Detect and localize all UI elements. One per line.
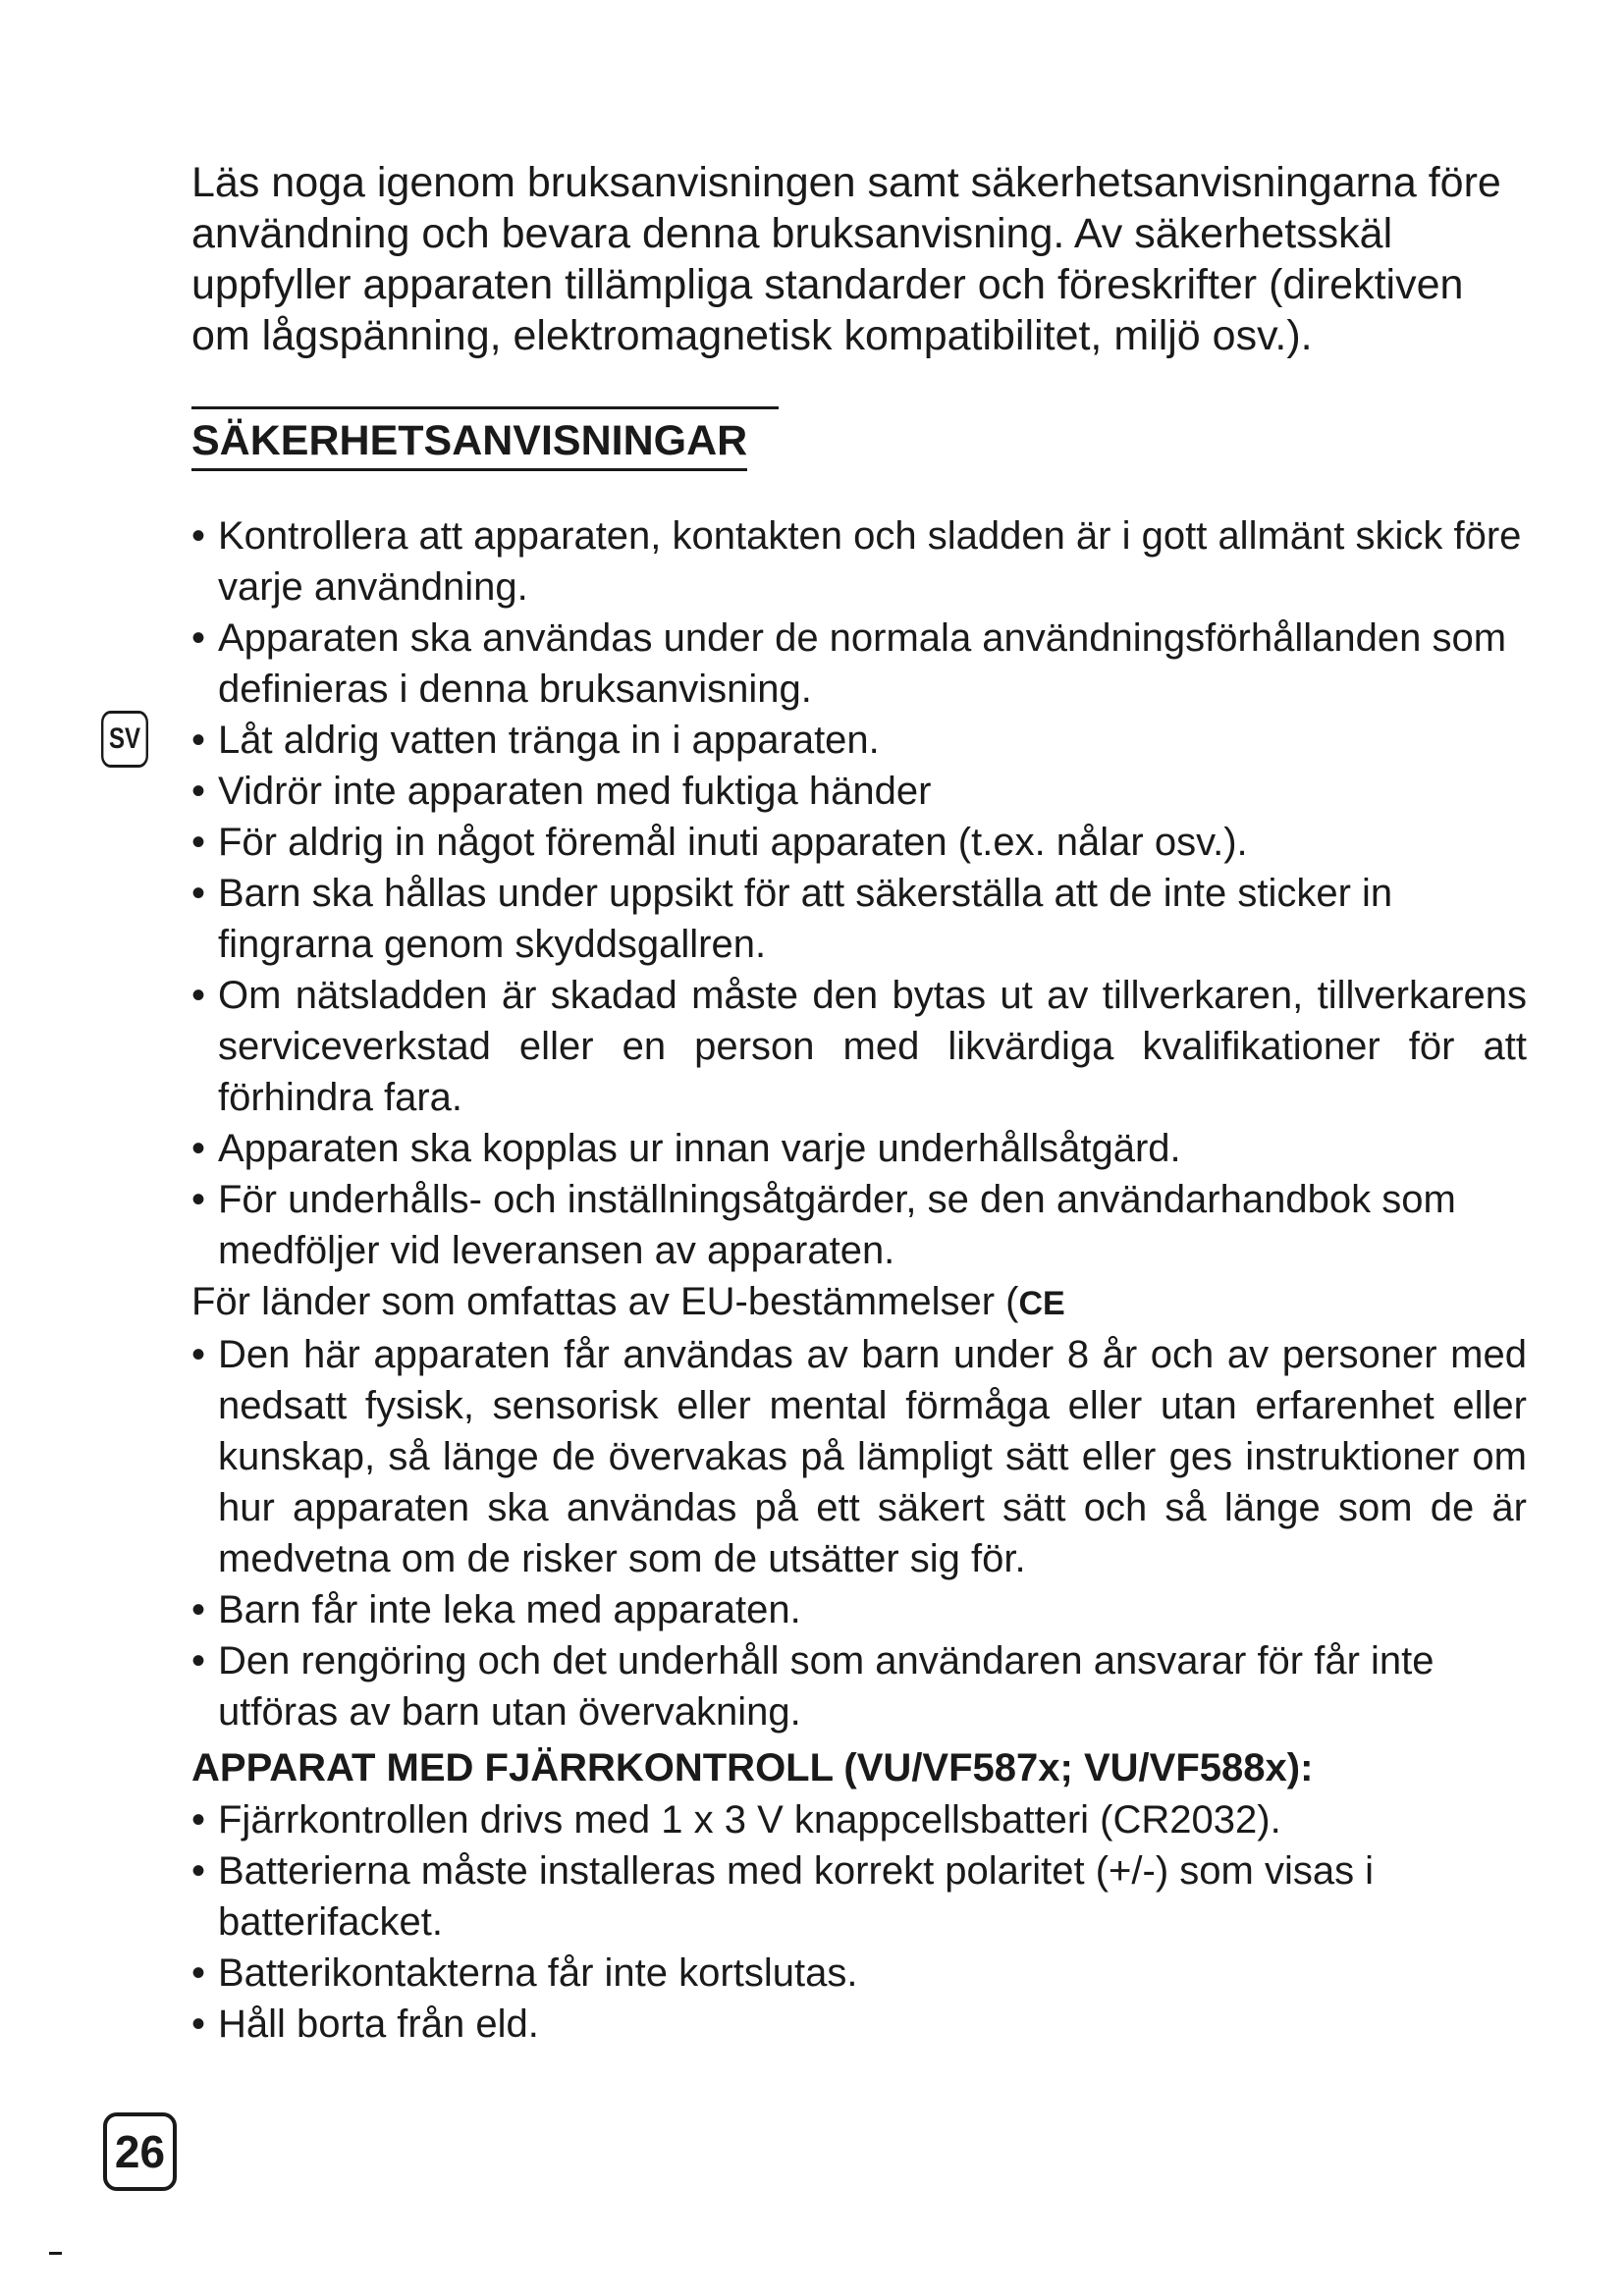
- eu-regulation-text: För länder som omfattas av EU-bestämmelser (: [191, 1280, 1019, 1323]
- list-item-text: Kontrollera att apparaten, kontakten och sladden är i gott allmänt skick före varje användning.: [218, 514, 1522, 609]
- remote-heading: APPARAT MED FJÄRRKONTROLL (VU/VF587x; VU/VF588x):: [191, 1746, 1314, 1789]
- safety-list: [191, 510, 1527, 1276]
- list-item-text: Apparaten ska kopplas ur innan varje underhållsåtgärd.: [218, 1127, 1181, 1170]
- bullet: •: [191, 2002, 206, 2046]
- list-item: [191, 1794, 1527, 1845]
- bullet: •: [191, 1588, 206, 1631]
- ce-mark: CE: [1018, 1285, 1065, 1322]
- bullet: •: [191, 1849, 206, 1893]
- eu-list: [191, 1329, 1527, 1737]
- list-item: [191, 766, 1527, 817]
- list-item: [191, 1329, 1527, 1584]
- bullet: •: [191, 514, 206, 558]
- list-item-text: Håll borta från eld.: [218, 2002, 539, 2046]
- list-item-text: Vidrör inte apparaten med fuktiga händer: [218, 770, 932, 813]
- list-item: [191, 970, 1527, 1123]
- list-item: [191, 1948, 1527, 1999]
- intro-paragraph: Läs noga igenom bruksanvisningen samt säkerhetsanvisningarna före användning och bevara denna bruksanvisning. Av säkerhetsskäl uppfyller apparaten tillämpliga standarder och föreskrifter (direktiven om lågspänning, elektromagnetisk kompatibilitet, miljö osv.).: [191, 159, 1501, 359]
- list-item-text: Batterikontakterna får inte kortslutas.: [218, 1951, 858, 1995]
- list-item-text: Om nätsladden är skadad måste den bytas ut av tillverkaren, tillverkarens serviceverkstad eller en person med likvärdiga kvalifikationer för att förhindra fara.: [218, 974, 1527, 1119]
- list-item-text: Den rengöring och det underhåll som användaren ansvarar för får inte utföras av barn utan övervakning.: [218, 1639, 1435, 1734]
- bullet: •: [191, 770, 206, 813]
- list-item-text: För aldrig in något föremål inuti apparaten (t.ex. nålar osv.).: [218, 821, 1248, 864]
- bullet: •: [191, 719, 206, 762]
- list-item-text: Barn ska hållas under uppsikt för att säkerställa att de inte sticker in fingrarna genom skyddsgallren.: [218, 872, 1393, 966]
- list-item: [191, 868, 1527, 970]
- list-item: [191, 1635, 1527, 1737]
- heading-top-rule: [191, 406, 779, 409]
- list-item-text: Barn får inte leka med apparaten.: [218, 1588, 801, 1631]
- page-number: 26: [103, 2112, 177, 2191]
- bullet: •: [191, 821, 206, 864]
- list-item: [191, 1845, 1527, 1948]
- page-content: [191, 157, 1527, 2050]
- list-item: [191, 1999, 1527, 2050]
- list-item: [191, 510, 1527, 613]
- list-item-text: Den här apparaten får användas av barn under 8 år och av personer med nedsatt fysisk, sensorisk eller mental förmåga eller utan erfarenhet eller kunskap, så länge de övervakas på lämpligt sätt eller ges instruktioner om hur apparaten ska användas på ett säkert sätt och så länge som de är medvetna om de risker som de utsätter sig för.: [218, 1333, 1527, 1580]
- language-badge: SV: [101, 711, 148, 768]
- list-item: [191, 613, 1527, 715]
- bullet: •: [191, 1333, 206, 1376]
- list-item-text: Fjärrkontrollen drivs med 1 x 3 V knappcellsbatteri (CR2032).: [218, 1798, 1281, 1842]
- list-item: [191, 1584, 1527, 1635]
- section-heading: SÄKERHETSANVISNINGAR: [191, 415, 747, 471]
- list-item-text: Apparaten ska användas under de normala användningsförhållanden som definieras i denna bruksanvisning.: [218, 616, 1507, 711]
- bullet: •: [191, 1178, 206, 1221]
- list-item: [191, 1174, 1527, 1276]
- bullet: •: [191, 1951, 206, 1995]
- remote-list: [191, 1794, 1527, 2050]
- list-item-text: Låt aldrig vatten tränga in i apparaten.: [218, 719, 880, 762]
- crop-mark: [49, 2252, 62, 2255]
- list-item: [191, 1123, 1527, 1174]
- bullet: •: [191, 1127, 206, 1170]
- bullet: •: [191, 872, 206, 915]
- bullet: •: [191, 1639, 206, 1682]
- list-item-text: För underhålls- och inställningsåtgärder, se den användarhandbok som medföljer vid leveransen av apparaten.: [218, 1178, 1456, 1272]
- bullet: •: [191, 1798, 206, 1842]
- eu-regulation-line: [191, 1276, 1527, 1329]
- list-item: [191, 817, 1527, 868]
- bullet: •: [191, 974, 206, 1017]
- list-item: [191, 715, 1527, 766]
- bullet: •: [191, 616, 206, 660]
- list-item-text: Batterierna måste installeras med korrekt polaritet (+/-) som visas i batterifacket.: [218, 1849, 1375, 1944]
